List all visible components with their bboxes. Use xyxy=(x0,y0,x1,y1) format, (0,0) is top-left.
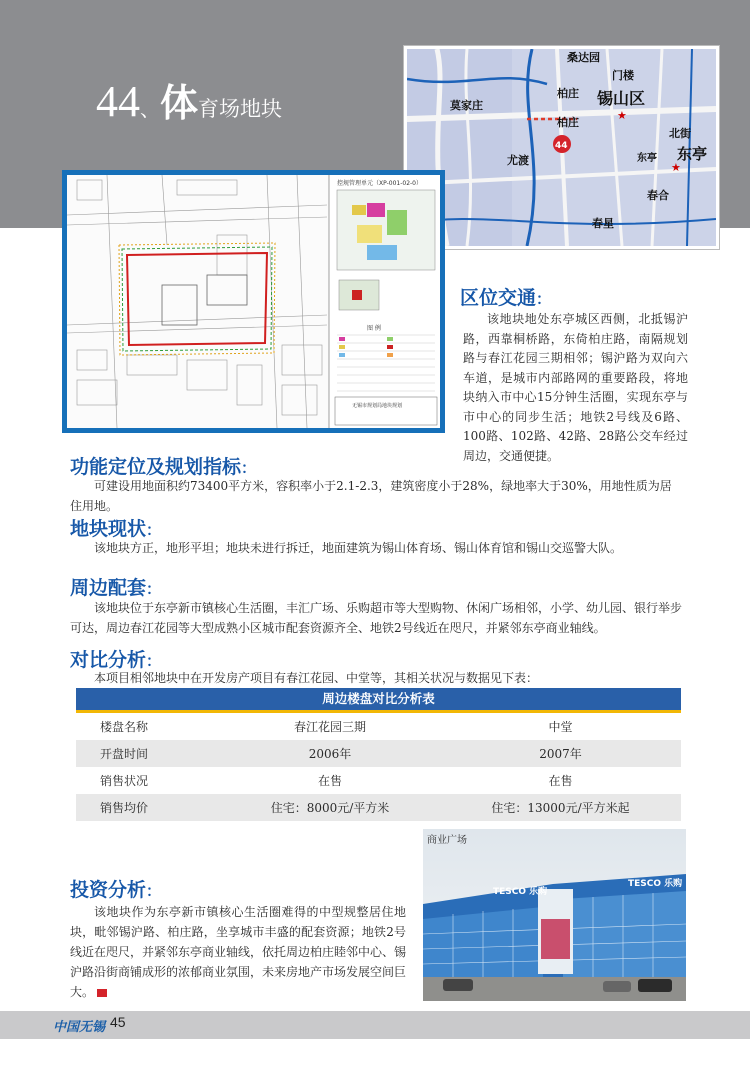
map-label-menlou: 门楼 xyxy=(612,69,634,82)
compare-text: 本项目相邻地块中在开发房产项目有春江花园、中堂等，其相关状况与数据见下表： xyxy=(94,671,539,685)
surround-heading: 周边配套： xyxy=(70,577,162,599)
location-text: 该地块地处东亭城区西侧，北抵锡沪路，西靠桐桥路，东倚柏庄路，南隔规划路与春江花园三期相邻；锡沪路为双向六车道，是城市内部路网的重要路段，将地块纳入市中心15分钟生活圈，实现东亭与市中心的同步生活；地铁2号线及6路、100路、102路、42路、28路公交车经过周边，交通便捷。 xyxy=(463,312,688,463)
table-row xyxy=(76,794,681,821)
plan-legend-title: 图 例 xyxy=(367,325,381,332)
compare-heading: 对比分析： xyxy=(70,649,162,671)
map-label-beijie: 北街 xyxy=(669,127,691,140)
table-cell: 在售 xyxy=(440,767,681,794)
table-row xyxy=(76,713,681,740)
status-text: 该地块方正，地形平坦；地块未进行拆迁，地面建筑为锡山体育场、锡山体育馆和锡山交巡警大队。 xyxy=(94,541,623,555)
table-cell: 开盘时间 xyxy=(76,740,220,767)
location-heading: 区位交通： xyxy=(460,287,552,309)
title-big-char: 体 xyxy=(160,81,199,125)
invest-heading: 投资分析： xyxy=(70,879,162,901)
end-mark-icon xyxy=(97,989,107,997)
map-label-xishanqu: 锡山区 xyxy=(597,89,646,108)
tesco-sign-2: TESCO 乐购 xyxy=(628,879,683,889)
table-cell: 在售 xyxy=(220,767,440,794)
map-label-sangdaqiao: 桑达园 xyxy=(567,51,600,64)
plan-footer-org: 无锡市规划局地块规划 xyxy=(352,403,403,409)
table-cell: 住宅：8000元/平方米 xyxy=(220,794,440,821)
location-map xyxy=(403,45,720,250)
table-caption: 周边楼盘对比分析表 xyxy=(76,688,681,713)
table-row xyxy=(76,740,681,767)
map-label-youdu: 尤渡 xyxy=(507,154,529,167)
map-graphic xyxy=(407,49,716,246)
table-row xyxy=(76,767,681,794)
photo-caption: 商业广场 xyxy=(427,835,467,846)
site-plan xyxy=(62,170,445,433)
function-text: 可建设用地面积约73400平方米，容积率小于2.1-2.3，建筑密度小于28%，绿地率大于30%，用地性质为居住用地。 xyxy=(70,479,672,513)
table-cell: 春江花园三期 xyxy=(220,713,440,740)
map-label-baizhuang-2: 柏庄 xyxy=(557,116,579,129)
table-cell: 中堂 xyxy=(440,713,681,740)
map-label-moujiazhuang: 莫家庄 xyxy=(450,99,483,112)
status-heading: 地块现状： xyxy=(70,518,162,540)
site-plan-drawing xyxy=(67,175,440,428)
district-star-icon: ★ xyxy=(617,109,627,122)
map-label-baizhuang-1: 柏庄 xyxy=(557,87,579,100)
comparison-table xyxy=(76,713,681,821)
surround-text: 该地块位于东亭新市镇核心生活圈，丰汇广场、乐购超市等大型购物、休闲广场相邻，小学、幼儿园、银行举步可达，周边春江花园等大型成熟小区城市配套资源齐全、地铁2号线近在咫尺，并紧邻东亭商业轴线。 xyxy=(70,601,683,635)
town-star-icon: ★ xyxy=(671,161,681,174)
tesco-sign-1: TESCO 乐购 xyxy=(493,887,548,897)
table-cell: 楼盘名称 xyxy=(76,713,220,740)
page-number: 45 xyxy=(110,1014,126,1030)
table-cell: 销售均价 xyxy=(76,794,220,821)
table-cell: 住宅：13000元/平方米起 xyxy=(440,794,681,821)
footer-logo: 中国无锡 xyxy=(53,1020,106,1035)
map-label-chunhe: 春合 xyxy=(647,189,669,202)
invest-text: 该地块作为东亭新市镇核心生活圈难得的中型规整居住地块，毗邻锡沪路、柏庄路，坐享城市丰盛的配套资源；地铁2号线近在咫尺，并紧邻东亭商业轴线，依托周边柏庄睦邻中心、锡沪路沿街商铺成形的浓郁商业氛围，未来房地产市场发展空间巨大。 xyxy=(70,905,407,999)
map-label-chunxing: 春星 xyxy=(592,217,614,230)
table-cell: 销售状况 xyxy=(76,767,220,794)
table-cell: 2007年 xyxy=(440,740,681,767)
title-separator: 、 xyxy=(140,99,160,121)
table-cell: 2006年 xyxy=(220,740,440,767)
function-heading: 功能定位及规划指标： xyxy=(70,456,257,478)
title-rest: 育场地块 xyxy=(198,97,283,121)
map-label-dongting-small: 东亭 xyxy=(637,153,657,164)
title-number: 44 xyxy=(96,77,140,126)
mall-photo xyxy=(423,829,686,1001)
page-title xyxy=(96,72,282,127)
plan-title: 控规管理单元（XP-001-02-0） xyxy=(337,180,422,187)
site-marker-label: 44 xyxy=(555,141,568,151)
map-label-dongting: 东亭 xyxy=(677,145,708,163)
